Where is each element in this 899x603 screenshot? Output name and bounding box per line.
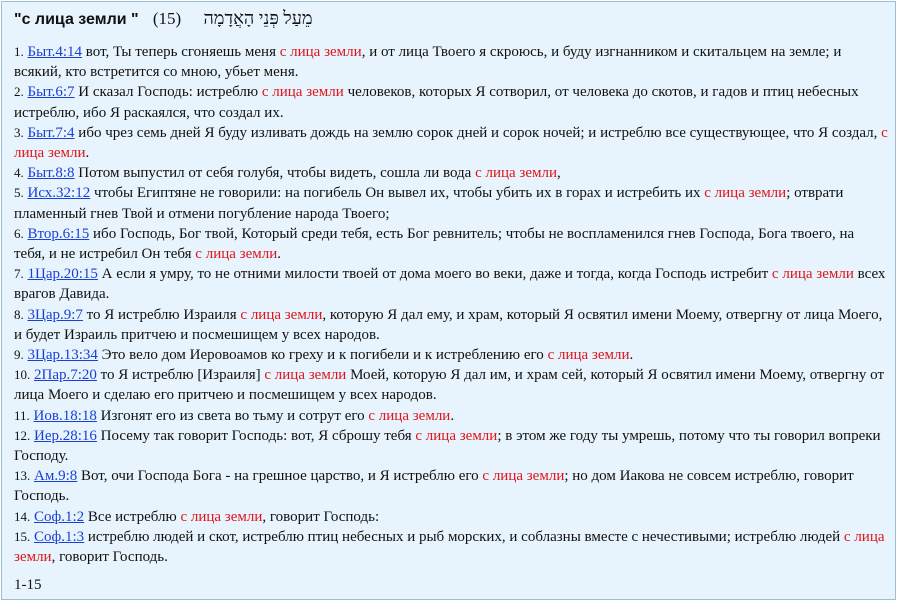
verse-text: . [85, 145, 90, 162]
verse-text: . [450, 407, 455, 424]
verse-reference-link[interactable]: Быт.6:7 [27, 84, 75, 101]
highlighted-phrase: с лица земли [14, 124, 888, 162]
verse-text: Моей, которую Я дал им, и храм сей, который Я освятил имени Моему, отвергну от лица Моего и сделаю его притчею и посмешищем у всех народов. [14, 367, 885, 404]
verse-text: человеков, которых Я сотворил, от человека до скотов, и гадов и птиц небесных истреблю, ибо Я раскаялся, что создал их. [14, 84, 859, 121]
verse-number: 11. [14, 407, 30, 423]
verse-list [14, 42, 888, 567]
verse-number: 3. [14, 124, 24, 140]
verse-number: 10. [14, 367, 31, 383]
verse-item [14, 42, 888, 82]
verse-text: истреблю людей и скот, истреблю птиц небесных и рыб морских, и соблазны вместе с нечестивыми; истреблю людей [87, 528, 844, 545]
verse-text: ибо Господь, Бог твой, Который среди тебя, есть Бог ревнитель; чтобы не воспламенился гнев Господа, Бога твоего, на тебя, и не истребил Он тебя [14, 225, 855, 263]
verse-item [14, 123, 888, 163]
highlighted-phrase: с лица земли [264, 367, 347, 384]
verse-item [14, 406, 888, 426]
verse-reference-link[interactable]: Иов.18:18 [33, 407, 97, 424]
highlighted-phrase: с лица земли [368, 407, 451, 424]
verse-item [14, 365, 888, 405]
verse-text: Изгонят его из света во тьму и сотрут его [100, 407, 369, 424]
verse-reference-link[interactable]: Быт.4:14 [27, 44, 83, 60]
verse-reference-link[interactable]: Втор.6:15 [27, 225, 90, 242]
verse-number: 7. [14, 266, 24, 282]
header [14, 8, 313, 29]
highlighted-phrase: с лица земли [279, 44, 362, 60]
verse-reference-link[interactable]: Иер.28:16 [34, 427, 97, 444]
verse-text: ибо чрез семь дней Я буду изливать дождь на землю сорок дней и сорок ночей; и истреблю все существующее, что Я создал, [78, 124, 882, 141]
highlighted-phrase: с лица земли [14, 528, 885, 566]
verse-text: ; отврати пламенный гнев Твой и отмени погубление народа Твоего; [14, 185, 844, 222]
highlighted-phrase: с лица земли [482, 468, 565, 485]
verse-number: 13. [14, 468, 31, 484]
verse-item [14, 183, 888, 223]
verse-text: . [277, 246, 281, 263]
verse-reference-link[interactable]: 3Цар.9:7 [27, 306, 83, 323]
result-count: (15) [152, 9, 182, 28]
verse-text: чтобы Египтяне не говорили: на погибель Он вывел их, чтобы убить их в горах и истребить их [93, 185, 705, 202]
verse-text: , которую Я дал ему, и храм, который Я освятил имени Моему, отвергну от лица Моего, и будет Израиль притчею и посмешищем у всех народов. [14, 306, 883, 343]
verse-text: то Я истреблю [Израиля] [100, 367, 265, 384]
verse-text: Это вело дом Иеровоамов ко греху и к погибели и к истреблению его [101, 347, 548, 364]
verse-number: 1. [14, 44, 24, 59]
verse-reference-link[interactable]: Исх.32:12 [27, 185, 91, 202]
verse-number: 2. [14, 84, 24, 100]
highlighted-phrase: с лица земли [704, 185, 787, 202]
verse-number: 4. [14, 165, 24, 181]
verse-number: 14. [14, 508, 31, 524]
verse-text: И сказал Господь: истреблю [78, 84, 262, 101]
verse-reference-link[interactable]: Быт.8:8 [27, 165, 75, 182]
verse-text: Посему так говорит Господь: вот, Я сброшу тебя [100, 427, 416, 444]
verse-reference-link[interactable]: 3Цар.13:34 [27, 347, 98, 364]
highlighted-phrase: с лица земли [547, 347, 630, 364]
verse-text: , [557, 165, 561, 182]
verse-text: ; но дом Иакова не совсем истреблю, говорит Господь. [14, 468, 854, 505]
verse-item [14, 507, 888, 527]
verse-item [14, 305, 888, 345]
verse-number: 15. [14, 528, 31, 544]
verse-item [14, 163, 888, 183]
verse-item [14, 82, 888, 122]
verse-text: А если я умру, то не отними милости твоей от дома моего во веки, даже и тогда, когда Господь истребит [101, 266, 772, 283]
verse-text: всех врагов Давида. [14, 266, 886, 303]
verse-text: Все истреблю [87, 508, 181, 525]
verse-text: Вот, очи Господа Бога - на грешное царство, и Я истреблю его [81, 468, 483, 485]
verse-reference-link[interactable]: Соф.1:3 [34, 528, 85, 545]
verse-number: 8. [14, 306, 24, 322]
verse-item [14, 466, 888, 506]
verse-text: вот, Ты теперь сгоняешь меня [85, 44, 280, 60]
verse-text: Потом выпустил от себя голубя, чтобы видеть, сошла ли вода [78, 165, 476, 182]
verse-text: то Я истреблю Израиля [86, 306, 241, 323]
highlighted-phrase: с лица земли [195, 246, 278, 263]
verse-text: ; в этом же году ты умрешь, потому что ты говорил вопреки Господу. [14, 427, 881, 465]
verse-reference-link[interactable]: Ам.9:8 [34, 468, 78, 485]
verse-text: , говорит Господь. [51, 549, 168, 566]
highlighted-phrase: с лица земли [475, 165, 558, 182]
range-indicator: 1-15 [14, 577, 42, 593]
page-title: "с лица земли " [14, 11, 139, 28]
highlighted-phrase: с лица земли [261, 84, 344, 101]
verse-item [14, 527, 888, 567]
highlighted-phrase: с лица земли [415, 427, 498, 444]
verse-number: 6. [14, 225, 24, 241]
verse-item [14, 426, 888, 466]
verse-reference-link[interactable]: Быт.7:4 [27, 124, 75, 141]
verse-text: . [629, 347, 634, 364]
verse-item [14, 345, 888, 365]
verse-text: , и от лица Твоего я скроюсь, и буду изгнанником и скитальцем на земле; и всякий, кто встретится со мною, убьет меня. [14, 44, 842, 81]
verse-reference-link[interactable]: 1Цар.20:15 [27, 266, 98, 283]
verse-number: 5. [14, 185, 24, 201]
highlighted-phrase: с лица земли [771, 266, 854, 283]
verse-text: , говорит Господь: [262, 508, 380, 525]
verse-item [14, 224, 888, 264]
verse-reference-link[interactable]: 2Пар.7:20 [34, 367, 97, 384]
highlighted-phrase: с лица земли [180, 508, 263, 525]
verse-panel [1, 1, 896, 600]
verse-number: 9. [14, 347, 24, 363]
verse-reference-link[interactable]: Соф.1:2 [34, 508, 85, 525]
hebrew-phrase: מֵעַל פְּנֵי הָאֲדָמָה [203, 8, 313, 28]
highlighted-phrase: с лица земли [240, 306, 323, 323]
verse-item [14, 264, 888, 304]
verse-number: 12. [14, 427, 31, 443]
